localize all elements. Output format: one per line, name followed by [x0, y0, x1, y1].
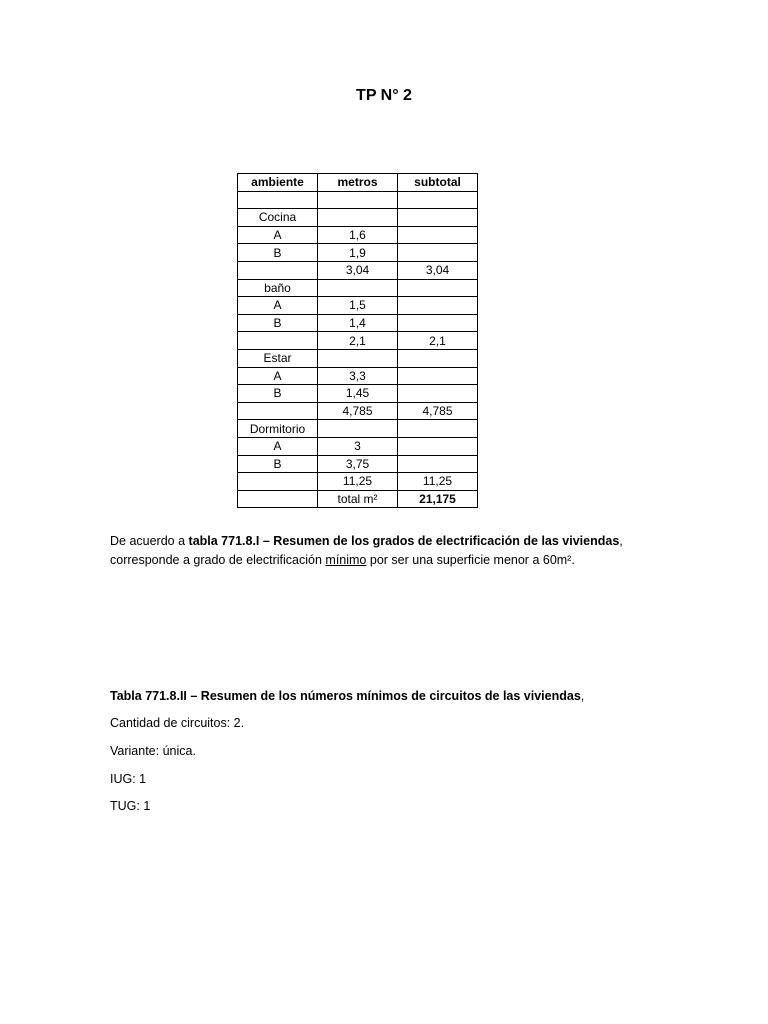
cell-metros [318, 349, 398, 367]
cell-metros: 3 [318, 437, 398, 455]
header-metros: metros [318, 174, 398, 192]
cell-ambiente: Estar [238, 349, 318, 367]
table-row [238, 420, 478, 438]
cell-subtotal [398, 437, 478, 455]
cell-metros: 11,25 [318, 473, 398, 491]
cell-ambiente [238, 490, 318, 508]
paragraph-text: De acuerdo a [110, 534, 189, 548]
cell-ambiente: A [238, 367, 318, 385]
cell-metros: 1,6 [318, 226, 398, 244]
grade-emphasis: mínimo [325, 553, 367, 567]
cell-ambiente: B [238, 385, 318, 403]
cell-ambiente [238, 261, 318, 279]
total-label: total m² [318, 490, 398, 508]
cell-subtotal [398, 385, 478, 403]
cell-metros [318, 420, 398, 438]
page-title: TP N° 2 [356, 87, 412, 104]
header-subtotal: subtotal [398, 174, 478, 192]
table-total-row [238, 490, 478, 508]
cell-subtotal [398, 209, 478, 227]
paragraph-text: , [580, 689, 585, 703]
paragraph-text: , [619, 534, 623, 548]
table-reference: tabla 771.8.I – Resumen de los grados de electrificación de las viviendas [188, 534, 620, 548]
table-row [238, 209, 478, 227]
circuit-count-line: Cantidad de circuitos: 2. [110, 716, 245, 730]
cell-subtotal: 11,25 [398, 473, 478, 491]
cell-subtotal [398, 367, 478, 385]
variant-line: Variante: única. [110, 744, 196, 758]
cell-ambiente: A [238, 297, 318, 315]
cell-metros: 4,785 [318, 402, 398, 420]
cell-ambiente: B [238, 314, 318, 332]
table-row [238, 314, 478, 332]
table-row [238, 226, 478, 244]
cell-ambiente [238, 332, 318, 350]
cell-subtotal [398, 279, 478, 297]
paragraph-text: corresponde a grado de electrificación [110, 553, 326, 567]
cell-ambiente: Dormitorio [238, 420, 318, 438]
cell-metros [318, 209, 398, 227]
cell-metros [318, 279, 398, 297]
circuits-table-reference [110, 687, 584, 706]
table-row [238, 297, 478, 315]
cell-subtotal [398, 455, 478, 473]
tug-line: TUG: 1 [110, 799, 151, 813]
cell-ambiente: A [238, 226, 318, 244]
cell-metros: 3,75 [318, 455, 398, 473]
cell-ambiente [238, 191, 318, 209]
total-value: 21,175 [398, 490, 478, 508]
cell-metros: 3,04 [318, 261, 398, 279]
table-row [238, 437, 478, 455]
table-row [238, 261, 478, 279]
cell-subtotal: 3,04 [398, 261, 478, 279]
cell-subtotal [398, 420, 478, 438]
cell-subtotal [398, 297, 478, 315]
table-row [238, 385, 478, 403]
electrification-paragraph [110, 532, 623, 551]
cell-ambiente [238, 402, 318, 420]
cell-ambiente: B [238, 244, 318, 262]
cell-subtotal [398, 191, 478, 209]
table-row [238, 349, 478, 367]
cell-ambiente [238, 473, 318, 491]
cell-ambiente: Cocina [238, 209, 318, 227]
table-row [238, 455, 478, 473]
cell-metros: 1,5 [318, 297, 398, 315]
cell-subtotal: 2,1 [398, 332, 478, 350]
cell-subtotal: 4,785 [398, 402, 478, 420]
electrification-conclusion [110, 551, 575, 570]
table-row [238, 473, 478, 491]
cell-metros: 1,45 [318, 385, 398, 403]
table-reference: Tabla 771.8.II – Resumen de los números mínimos de circuitos de las viviendas [110, 689, 581, 703]
cell-ambiente: B [238, 455, 318, 473]
table-row [238, 191, 478, 209]
cell-subtotal [398, 226, 478, 244]
table-row [238, 402, 478, 420]
cell-subtotal [398, 244, 478, 262]
cell-ambiente: baño [238, 279, 318, 297]
cell-metros: 2,1 [318, 332, 398, 350]
paragraph-text: por ser una superficie menor a 60m². [366, 553, 575, 567]
cell-metros: 1,9 [318, 244, 398, 262]
table-header-row [238, 174, 478, 192]
cell-metros: 3,3 [318, 367, 398, 385]
table-row [238, 244, 478, 262]
cell-metros: 1,4 [318, 314, 398, 332]
table-row [238, 367, 478, 385]
table-row [238, 332, 478, 350]
header-ambiente: ambiente [238, 174, 318, 192]
area-table [237, 173, 478, 508]
cell-subtotal [398, 349, 478, 367]
table-row [238, 279, 478, 297]
iug-line: IUG: 1 [110, 772, 147, 786]
cell-subtotal [398, 314, 478, 332]
cell-metros [318, 191, 398, 209]
cell-ambiente: A [238, 437, 318, 455]
